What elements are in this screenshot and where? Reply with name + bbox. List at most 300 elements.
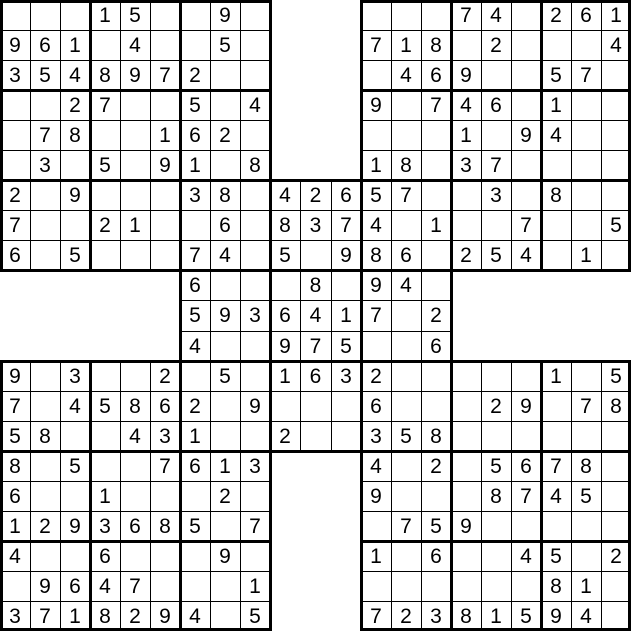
bottom-right-cell-r8c1: 2 [400,604,412,628]
top-left-cell-r1c3[interactable] [90,30,120,60]
bottom-right-cell-r0c7[interactable] [571,361,601,391]
top-left-cell-r2c7[interactable] [210,60,240,90]
center-cell-r7c3[interactable] [270,391,300,421]
top-right-cell-r7c8: 5 [610,213,622,237]
bottom-left-cell-r3c8: 3 [249,454,261,478]
top-left-cell-r0c2[interactable] [60,0,90,30]
top-right-cell-r3c1[interactable] [391,90,421,120]
center-cell-r5c2[interactable] [240,331,270,361]
grid-line [391,360,392,631]
bottom-left-cell-r7c3: 4 [99,574,111,598]
bottom-right-cell-r5c6[interactable] [541,511,571,541]
center-cell-r3c3[interactable] [270,270,300,300]
top-left-cell-r7c1[interactable] [30,210,60,240]
bottom-right-cell-r6c1[interactable] [391,541,421,571]
center-cell-r3c7: 4 [400,273,412,297]
bottom-left-cell-r5c8: 7 [249,514,261,538]
bottom-right-cell-r6c8: 2 [610,544,622,568]
bottom-right-cell-r2c8[interactable] [601,421,631,451]
top-left-cell-r7c2[interactable] [60,210,90,240]
top-left-cell-r7c0: 7 [9,213,21,237]
grid-line [450,360,453,631]
bottom-right-cell-r1c6[interactable] [541,391,571,421]
bottom-left-cell-r0c1[interactable] [30,361,60,391]
center-cell-r6c7[interactable] [391,361,421,391]
top-right-cell-r6c3[interactable] [451,180,481,210]
top-left-cell-r6c5[interactable] [150,180,180,210]
grid-line [360,571,631,572]
top-left-cell-r5c5: 9 [159,153,171,177]
center-cell-r8c5[interactable] [331,421,361,451]
bottom-left-cell-r8c5: 9 [159,604,171,628]
top-right-cell-r1c6[interactable] [541,30,571,60]
top-right-cell-r3c7[interactable] [571,90,601,120]
top-right-cell-r4c4[interactable] [481,120,511,150]
bottom-left-cell-r6c6[interactable] [180,541,210,571]
top-left-cell-r7c4: 1 [129,213,141,237]
top-right-cell-r6c2[interactable] [421,180,451,210]
grid-line [179,360,182,631]
center-cell-r5c1[interactable] [210,331,240,361]
bottom-left-cell-r4c8[interactable] [240,481,270,511]
top-right-cell-r1c7[interactable] [571,30,601,60]
bottom-right-cell-r7c4[interactable] [481,571,511,601]
top-left-cell-r3c4[interactable] [120,90,150,120]
bottom-right-cell-r0c5[interactable] [511,361,541,391]
grid-line [150,0,151,272]
grid-line [601,360,602,631]
top-left-cell-r3c8: 4 [249,93,261,117]
bottom-left-cell-r0c3[interactable] [90,361,120,391]
bottom-right-cell-r7c1[interactable] [391,571,421,601]
top-right-cell-r0c6: 2 [550,3,562,27]
bottom-left-cell-r2c2[interactable] [60,421,90,451]
top-left-cell-r3c5[interactable] [150,90,180,120]
bottom-right-cell-r7c3[interactable] [451,571,481,601]
grid-line [360,601,631,602]
top-right-cell-r3c6: 1 [550,93,562,117]
bottom-left-cell-r7c6[interactable] [180,571,210,601]
bottom-left-cell-r0c4[interactable] [120,361,150,391]
top-left-cell-r0c6[interactable] [180,0,210,30]
grid-line [481,360,482,631]
bottom-right-cell-r5c4[interactable] [481,511,511,541]
top-left-cell-r6c8[interactable] [240,180,270,210]
top-left-cell-r7c7: 6 [219,213,231,237]
bottom-right-cell-r5c8[interactable] [601,511,631,541]
bottom-right-cell-r1c7: 7 [580,394,592,418]
top-right-cell-r4c6: 4 [550,123,562,147]
center-cell-r7c4[interactable] [300,391,331,421]
top-left-cell-r8c1[interactable] [30,240,60,270]
top-left-cell-r5c0[interactable] [0,150,30,180]
bottom-left-cell-r4c1[interactable] [30,481,60,511]
top-left-cell-r2c1: 5 [39,63,51,87]
bottom-left-cell-r4c0: 6 [9,484,21,508]
bottom-left-cell-r5c3: 3 [99,514,111,538]
top-left-cell-r6c3[interactable] [90,180,120,210]
top-right-cell-r5c4: 7 [490,153,502,177]
top-right-cell-r5c5[interactable] [511,150,541,180]
top-right-cell-r1c3[interactable] [451,30,481,60]
top-left-cell-r2c8[interactable] [240,60,270,90]
grid-line [210,360,211,631]
top-right-cell-r7c3[interactable] [451,210,481,240]
bottom-left-cell-r4c2[interactable] [60,481,90,511]
center-cell-r5c5: 5 [340,334,352,358]
top-right-cell-r0c0[interactable] [361,0,391,30]
center-cell-r7c6: 6 [370,394,382,418]
top-right-cell-r8c7: 1 [580,243,592,267]
bottom-right-cell-r7c0[interactable] [361,571,391,601]
top-right-cell-r0c1[interactable] [391,0,421,30]
bottom-right-cell-r4c1[interactable] [391,481,421,511]
grid-line [0,150,272,151]
top-right-cell-r8c2[interactable] [421,240,451,270]
top-left-cell-r3c1[interactable] [30,90,60,120]
bottom-left-cell-r2c3[interactable] [90,421,120,451]
top-right-cell-r4c0[interactable] [361,120,391,150]
top-right-cell-r4c8[interactable] [601,120,631,150]
bottom-right-cell-r5c5[interactable] [511,511,541,541]
bottom-left-cell-r3c3[interactable] [90,451,120,481]
bottom-left-cell-r3c7: 1 [219,454,231,478]
center-cell-r4c0: 5 [189,304,201,327]
bottom-right-cell-r3c8[interactable] [601,451,631,481]
top-left-cell-r8c4[interactable] [120,240,150,270]
top-right-cell-r1c5[interactable] [511,30,541,60]
top-right-cell-r0c5[interactable] [511,0,541,30]
top-left-cell-r0c5[interactable] [150,0,180,30]
center-cell-r4c4: 4 [309,304,322,327]
top-left-cell-r5c7[interactable] [210,150,240,180]
bottom-right-cell-r3c5: 6 [520,454,532,478]
top-left-cell-r7c8[interactable] [240,210,270,240]
bottom-left-cell-r3c1[interactable] [30,451,60,481]
top-right-cell-r2c8[interactable] [601,60,631,90]
top-right-cell-r2c4[interactable] [481,60,511,90]
bottom-right-cell-r3c2: 2 [430,454,442,478]
center-cell-r8c1[interactable] [210,421,240,451]
bottom-left-cell-r8c2: 1 [69,604,81,628]
grid-line [0,0,3,272]
top-right-cell-r5c8[interactable] [601,150,631,180]
grid-line [360,0,631,3]
grid-line [0,511,272,512]
center-cell-r5c3: 9 [279,334,291,358]
bottom-left-cell-r5c0: 1 [9,514,21,538]
bottom-right-cell-r3c3[interactable] [451,451,481,481]
top-right-cell-r1c4: 2 [490,33,502,57]
grid-line [0,360,272,363]
top-left-cell-r5c3: 5 [99,153,111,177]
top-right-cell-r4c1[interactable] [391,120,421,150]
top-left-cell-r0c3: 1 [99,3,111,27]
top-right-cell-r8c6[interactable] [541,240,571,270]
bottom-left-cell-r7c1: 9 [39,574,51,598]
bottom-right-cell-r5c1: 7 [400,514,412,538]
top-right-cell-r7c4[interactable] [481,210,511,240]
top-left-cell-r0c7: 9 [219,3,231,27]
top-left-cell-r1c7: 5 [219,33,231,57]
bottom-right-cell-r0c8: 5 [610,364,622,388]
top-right-cell-r2c6: 5 [550,63,562,87]
top-right-cell-r1c2: 8 [430,33,442,57]
top-right-cell-r5c2[interactable] [421,150,451,180]
bottom-right-cell-r5c7[interactable] [571,511,601,541]
bottom-left-cell-r4c5[interactable] [150,481,180,511]
bottom-left-cell-r1c0: 7 [9,394,21,418]
top-left-cell-r6c6: 3 [189,183,201,207]
top-right-cell-r5c3: 3 [460,153,472,177]
top-left-cell-r1c0: 9 [9,33,21,57]
top-left-cell-r1c5[interactable] [150,30,180,60]
top-right-cell-r6c8[interactable] [601,180,631,210]
bottom-right-cell-r6c7[interactable] [571,541,601,571]
center-cell-r3c5[interactable] [331,270,361,300]
bottom-right-cell-r6c3[interactable] [451,541,481,571]
grid-line [0,120,272,121]
grid-line [360,89,631,92]
bottom-left-cell-r8c8: 5 [249,604,261,628]
top-right-cell-r2c7: 7 [580,63,592,87]
top-left-cell-r1c4: 4 [129,33,141,57]
center-cell-r8c4[interactable] [300,421,331,451]
top-left-cell-r0c8[interactable] [240,0,270,30]
grid-line [360,391,631,392]
top-right-cell-r2c3: 9 [460,63,472,87]
bottom-right-cell-r4c2[interactable] [421,481,451,511]
top-right-cell-r2c5[interactable] [511,60,541,90]
center-cell-r2c3: 5 [279,243,291,267]
top-left-cell-r5c4[interactable] [120,150,150,180]
bottom-left-cell-r5c7[interactable] [210,511,240,541]
bottom-right-cell-r2c4[interactable] [481,421,511,451]
grid-line [179,300,453,301]
bottom-left-cell-r7c7[interactable] [210,571,240,601]
bottom-right-cell-r2c5[interactable] [511,421,541,451]
center-cell-r7c5[interactable] [331,391,361,421]
bottom-right-cell-r0c6: 1 [550,364,562,388]
bottom-right-cell-r3c1[interactable] [391,451,421,481]
top-right-cell-r7c1[interactable] [391,210,421,240]
top-right-cell-r5c1: 8 [400,153,412,177]
center-cell-r5c0: 4 [189,334,201,358]
grid-line [0,60,272,61]
center-cell-r5c6[interactable] [361,331,391,361]
bottom-right-cell-r4c4: 8 [490,484,502,508]
bottom-left-cell-r6c5[interactable] [150,541,180,571]
grid-line [0,421,272,422]
bottom-left-cell-r6c4[interactable] [120,541,150,571]
top-left-cell-r8c3[interactable] [90,240,120,270]
bottom-right-cell-r6c4[interactable] [481,541,511,571]
top-left-cell-r7c5[interactable] [150,210,180,240]
bottom-left-cell-r4c4[interactable] [120,481,150,511]
grid-line [120,360,121,631]
top-left-cell-r7c6[interactable] [180,210,210,240]
center-cell-r1c5: 7 [340,213,352,237]
bottom-left-cell-r7c0[interactable] [0,571,30,601]
grid-line [360,360,631,363]
bottom-left-cell-r6c8[interactable] [240,541,270,571]
bottom-right-cell-r0c3[interactable] [451,361,481,391]
bottom-left-cell-r3c5: 7 [159,454,171,478]
bottom-right-cell-r2c6[interactable] [541,421,571,451]
bottom-left-cell-r6c2[interactable] [60,541,90,571]
grid-line [331,179,332,453]
top-right-cell-r6c1: 7 [400,183,412,207]
bottom-right-cell-r5c0[interactable] [361,511,391,541]
bottom-left-cell-r6c0: 4 [9,544,21,568]
bottom-right-cell-r4c8[interactable] [601,481,631,511]
grid-line [360,540,631,543]
top-right-cell-r3c8[interactable] [601,90,631,120]
grid-line [0,540,272,543]
grid-line [360,120,631,121]
grid-line [0,481,272,482]
bottom-right-cell-r0c4[interactable] [481,361,511,391]
center-cell-r2c4[interactable] [300,240,331,270]
bottom-right-cell-r3c7: 8 [580,454,592,478]
top-right-cell-r5c6[interactable] [541,150,571,180]
bottom-left-cell-r3c6: 6 [189,454,201,478]
top-left-cell-r4c8[interactable] [240,120,270,150]
bottom-left-cell-r2c4: 4 [129,424,141,448]
bottom-right-cell-r7c5[interactable] [511,571,541,601]
top-left-cell-r3c0[interactable] [0,90,30,120]
grid-line [0,450,272,453]
top-right-cell-r0c8: 1 [610,3,622,27]
bottom-right-cell-r7c2[interactable] [421,571,451,601]
top-left-cell-r4c4[interactable] [120,120,150,150]
bottom-right-cell-r2c3[interactable] [451,421,481,451]
top-left-cell-r6c4[interactable] [120,180,150,210]
center-cell-r6c4: 6 [309,364,322,388]
center-cell-r6c0[interactable] [180,361,210,391]
top-right-cell-r8c4: 5 [490,243,502,267]
top-left-cell-r4c1: 7 [39,123,51,147]
grid-line [360,481,631,482]
center-cell-r5c8: 6 [430,334,442,358]
bottom-right-cell-r4c6: 4 [550,484,562,508]
bottom-right-cell-r2c7[interactable] [571,421,601,451]
top-right-cell-r4c2[interactable] [421,120,451,150]
top-left-cell-r4c6: 6 [189,123,201,147]
bottom-right-cell-r8c8[interactable] [601,601,631,631]
grid-line [360,511,631,512]
grid-line [0,30,272,31]
bottom-left-cell-r3c4[interactable] [120,451,150,481]
top-right-cell-r6c7[interactable] [571,180,601,210]
bottom-right-cell-r4c3[interactable] [451,481,481,511]
top-left-cell-r0c0[interactable] [0,0,30,30]
center-cell-r4c7[interactable] [391,300,421,331]
top-left-cell-r5c2[interactable] [60,150,90,180]
top-right-cell-r5c7[interactable] [571,150,601,180]
center-cell-r6c2[interactable] [240,361,270,391]
center-cell-r8c2[interactable] [240,421,270,451]
top-left-cell-r8c8[interactable] [240,240,270,270]
top-left-cell-r1c8[interactable] [240,30,270,60]
top-right-cell-r0c2[interactable] [421,0,451,30]
bottom-left-cell-r2c1: 8 [39,424,51,448]
bottom-right-cell-r8c6: 9 [550,604,562,628]
bottom-right-cell-r8c7: 4 [580,604,592,628]
grid-line [179,331,453,332]
top-right-cell-r0c7: 6 [580,3,592,27]
top-left-cell-r1c1: 6 [39,33,51,57]
top-right-cell-r2c1: 4 [400,63,412,87]
grid-line [511,0,512,272]
bottom-left-cell-r8c3: 8 [99,604,111,628]
center-cell-r0c4: 2 [309,183,322,207]
top-right-cell-r7c7[interactable] [571,210,601,240]
top-right-cell-r7c0: 4 [370,213,382,237]
center-cell-r7c7[interactable] [391,391,421,421]
top-left-cell-r1c6[interactable] [180,30,210,60]
top-left-cell-r8c5[interactable] [150,240,180,270]
center-cell-r7c1[interactable] [210,391,240,421]
top-left-cell-r2c3: 8 [99,63,111,87]
bottom-left-cell-r7c5[interactable] [150,571,180,601]
top-left-cell-r1c2: 1 [69,33,81,57]
top-left-cell-r8c6: 7 [189,243,201,267]
bottom-right-cell-r7c8[interactable] [601,571,631,601]
bottom-left-cell-r8c4: 2 [129,604,141,628]
center-cell-r1c4: 3 [309,213,322,237]
top-right-cell-r6c6: 8 [550,183,562,207]
bottom-right-cell-r1c3[interactable] [451,391,481,421]
top-right-cell-r8c8[interactable] [601,240,631,270]
center-cell-r8c8: 8 [430,424,442,448]
center-cell-r5c7[interactable] [391,331,421,361]
bottom-right-cell-r8c0: 7 [370,604,382,628]
top-right-cell-r7c6[interactable] [541,210,571,240]
top-right-cell-r3c5[interactable] [511,90,541,120]
bottom-right-cell-r8c2: 3 [430,604,442,628]
grid-line [360,30,631,31]
top-left-cell-r0c1[interactable] [30,0,60,30]
bottom-left-cell-r4c6[interactable] [180,481,210,511]
bottom-right-cell-r3c0: 4 [370,454,382,478]
grid-line [601,0,602,272]
top-left-cell-r3c2: 2 [69,93,81,117]
center-cell-r7c8[interactable] [421,391,451,421]
center-cell-r4c5: 1 [340,304,352,327]
bottom-left-cell-r8c6: 4 [189,604,201,628]
top-right-cell-r8c1: 6 [400,243,412,267]
top-right-cell-r7c2: 1 [430,213,442,237]
bottom-left-cell-r1c1[interactable] [30,391,60,421]
center-cell-r3c4: 8 [309,273,322,297]
bottom-left-cell-r1c5: 6 [159,394,171,418]
bottom-right-cell-r4c5: 7 [520,484,532,508]
center-cell-r3c2[interactable] [240,270,270,300]
top-left-cell-r4c0[interactable] [0,120,30,150]
top-left-cell-r4c3[interactable] [90,120,120,150]
top-right-cell-r4c7[interactable] [571,120,601,150]
bottom-left-cell-r6c1[interactable] [30,541,60,571]
top-right-cell-r6c5[interactable] [511,180,541,210]
bottom-left-cell-r8c7[interactable] [210,601,240,631]
center-cell-r3c8[interactable] [421,270,451,300]
top-left-cell-r6c1[interactable] [30,180,60,210]
top-right-cell-r2c0[interactable] [361,60,391,90]
top-left-cell-r3c7[interactable] [210,90,240,120]
center-cell-r6c8[interactable] [421,361,451,391]
center-cell-r3c1[interactable] [210,270,240,300]
